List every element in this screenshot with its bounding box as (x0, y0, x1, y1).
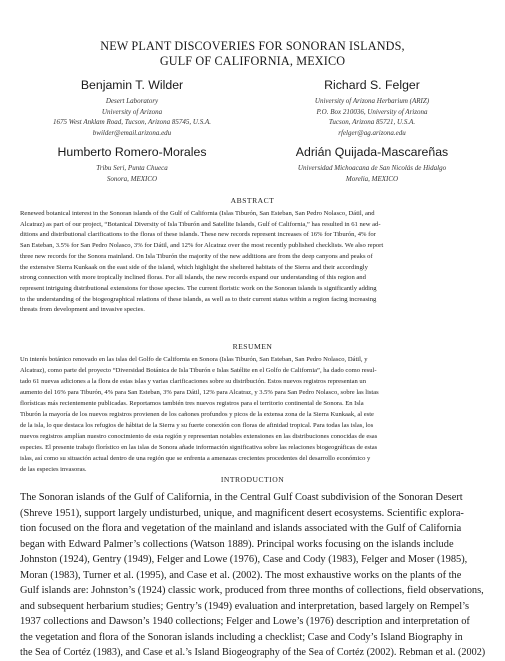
resumen-line: Alcatraz), como parte del proyecto “Diversidad Botánica de Isla Tiburón e Islas Satélite en el Golfo de California”, ha dado como resul- (20, 366, 377, 374)
author-address-line: Morelia, MEXICO (345, 174, 399, 183)
author-block-wilder (12, 78, 252, 138)
introduction-body (20, 490, 485, 661)
abstract-line: ditions and distributional clarifications to the floras of these islands. These new records represent increases of 16% for Tiburón, 4% for (20, 231, 376, 239)
author-address-line: 1675 West Anklam Road, Tucson, Arizona 85745, U.S.A. (53, 118, 211, 126)
abstract-line: threats from development and invasive species. (20, 306, 145, 314)
intro-line: Gulf islands are: Johnston’s (1924) classic work, produced from three months of collections, field observations, (20, 585, 484, 596)
author-email: rfelger@ag.arizona.edu (338, 128, 406, 137)
intro-line: The Sonoran islands of the Gulf of California, in the Central Gulf Coast subdivision of the Sonoran Desert (20, 492, 463, 503)
intro-line: the Sea of Cortéz (1983), and Case et al.’s Island Biogeography of the Sea of Cortéz (2002). Rebman et al. (2002) (20, 647, 486, 658)
author-affiliation-line: University of Arizona Herbarium (ARIZ) (314, 97, 430, 105)
abstract-body (20, 209, 485, 316)
intro-line: the vegetation and flora of the Sonoran islands including a checklist; Case and Cody’s Island Biography in (20, 631, 463, 643)
resumen-line: tado 61 nuevas adiciones a la flora de estas islas y varias clarificaciones sobre su distribución. Estos nuevos registros representan un (20, 377, 366, 385)
author-address-line: P.O. Box 210036, University of Arizona (316, 107, 428, 116)
intro-line: Moran (1983), Turner et al. (1995), and Case et al. (2002). The most exhaustive works on the plants of the (20, 569, 462, 581)
paper-title-line-1: NEW PLANT DISCOVERIES FOR SONORAN ISLANDS, (100, 39, 405, 53)
intro-line: and subsequent herbarium studies; Gentry’s (1949) evaluation and interpretation, based largely on Rempel’s (20, 600, 470, 612)
author-block-felger (252, 78, 492, 138)
author-address-line: Sonora, MEXICO (106, 174, 158, 183)
abstract-line: to the understanding of the biogeographical relations of these islands, as well as to their current status within a region facing increasing (20, 295, 377, 303)
author-name: Richard S. Felger (324, 78, 420, 92)
intro-line: 1937 collections and Dawson’s 1940 collections; Felger and Lowe’s (1976) description and interpretation of (20, 616, 470, 627)
introduction-heading: INTRODUCTION (220, 475, 285, 484)
author-affiliation-line: Universidad Michoacana de San Nicolás de Hidalgo (297, 164, 447, 172)
paper-title-line-2: GULF OF CALIFORNIA, MEXICO (159, 54, 346, 68)
author-affiliation-line: Tribu Seri, Punta Chueca (96, 164, 168, 172)
resumen-heading: RESUMEN (232, 342, 273, 351)
abstract-line: Renewed botanical interest in the Sonoran islands of the Gulf of California (Islas Tiburón, San Esteban, San Pedro Nolasco, Dátil, and (20, 210, 375, 217)
resumen-line: de la isla, lo que destaca los refugios de hábitat de la Sierra y su fuerte conexión con floras de afinidad tropical. Para todas las islas, los (20, 421, 374, 429)
resumen-line: islas, así como su situación actual dentro de una región que se enfrenta a amenazas crecientes procedentes del desarrollo económico y (20, 454, 371, 462)
author-address-line: Tucson, Arizona 85721, U.S.A. (328, 118, 416, 126)
intro-line: began with Edward Palmer’s collections (Watson 1889). Principal works focusing on the islands include (20, 538, 454, 550)
author-block-romero-morales (12, 145, 252, 184)
intro-line: (Shreve 1951), support largely undisturbed, unique, and magnificent desert ecosystems. Scientific explora- (20, 507, 464, 519)
abstract-line: San Esteban, 3.5% for San Pedro Nolasco, 3% for Dátil, and 12% for Alcatraz over the most recently published checklists. We also report (20, 242, 384, 250)
author-affiliation-line: University of Arizona (101, 107, 163, 116)
intro-line: Johnston (1924), Gentry (1949), Felger and Lowe (1976), Case and Cody (1983), Felger and Moser (1985), (20, 554, 468, 565)
resumen-line: aumento del 16% para Tiburón, 4% para San Esteban, 3% para Dátil, 12% para Alcatraz, y 3.5% para San Pedro Nolasco, sobre las listas (20, 388, 379, 396)
resumen-line: Tiburón la mayoría de los nuevos registros provienen de los cañones profundos y picos de la extensa zona de la Sierra Kunkaak, al este (20, 410, 374, 418)
author-block-quijada-mascarenas (252, 145, 492, 184)
abstract-line: the extensive Sierra Kunkaak on the east side of the island, which highlight the sheltered habitats of the Sierra and their accordingly (20, 263, 368, 271)
abstract-line: strong connection with more tropically inclined floras. For all islands, the new records expand our understanding of this region and (20, 274, 366, 282)
resumen-line: nuevos registros amplían nuestro conocimiento de esta región y representan notables extensiones en las distribuciones conocidas de esas (20, 432, 378, 440)
intro-line: tion focused on the flora and vegetation of the mainland and islands associated with the Gulf of California (20, 523, 462, 534)
author-email: bwilder@email.arizona.edu (92, 128, 172, 137)
resumen-body (20, 355, 485, 475)
author-affiliation-line: Desert Laboratory (105, 97, 159, 105)
author-name: Adrián Quijada-Mascareñas (295, 145, 449, 159)
resumen-line: Un interés botánico renovado en las islas del Golfo de California en Sonora (Islas Tiburón, San Esteban, San Pedro Nolasco, Dátil, y (20, 356, 368, 363)
resumen-line: florísticas más recientemente publicadas. Reportamos también tres nuevos registros para el territorio continental de Sonora. En Isla (20, 399, 364, 407)
abstract-line: three new records for the Sonora mainland. On Isla Tiburón the majority of the new additions are from the deep canyons and peaks of (20, 252, 373, 260)
abstract-heading: ABSTRACT (230, 196, 275, 205)
abstract-line: represent intriguing distributional extensions for those species. The current floristic work on the Sonoran islands is significantly adding (20, 284, 377, 292)
resumen-line: especies. El presente trabajo florístico en las islas de Sonora añade información significativa sobre las relaciones biogeográficas de estas (20, 443, 378, 451)
author-name: Humberto Romero-Morales (57, 145, 207, 159)
author-name: Benjamin T. Wilder (80, 78, 184, 92)
abstract-line: Alcatraz) as part of our project, “Botanical Diversity of Isla Tiburón and Satellite Islands, Gulf of California,” has resulted in 61 new ad- (20, 220, 381, 228)
resumen-line: de las especies invasoras. (20, 465, 87, 473)
